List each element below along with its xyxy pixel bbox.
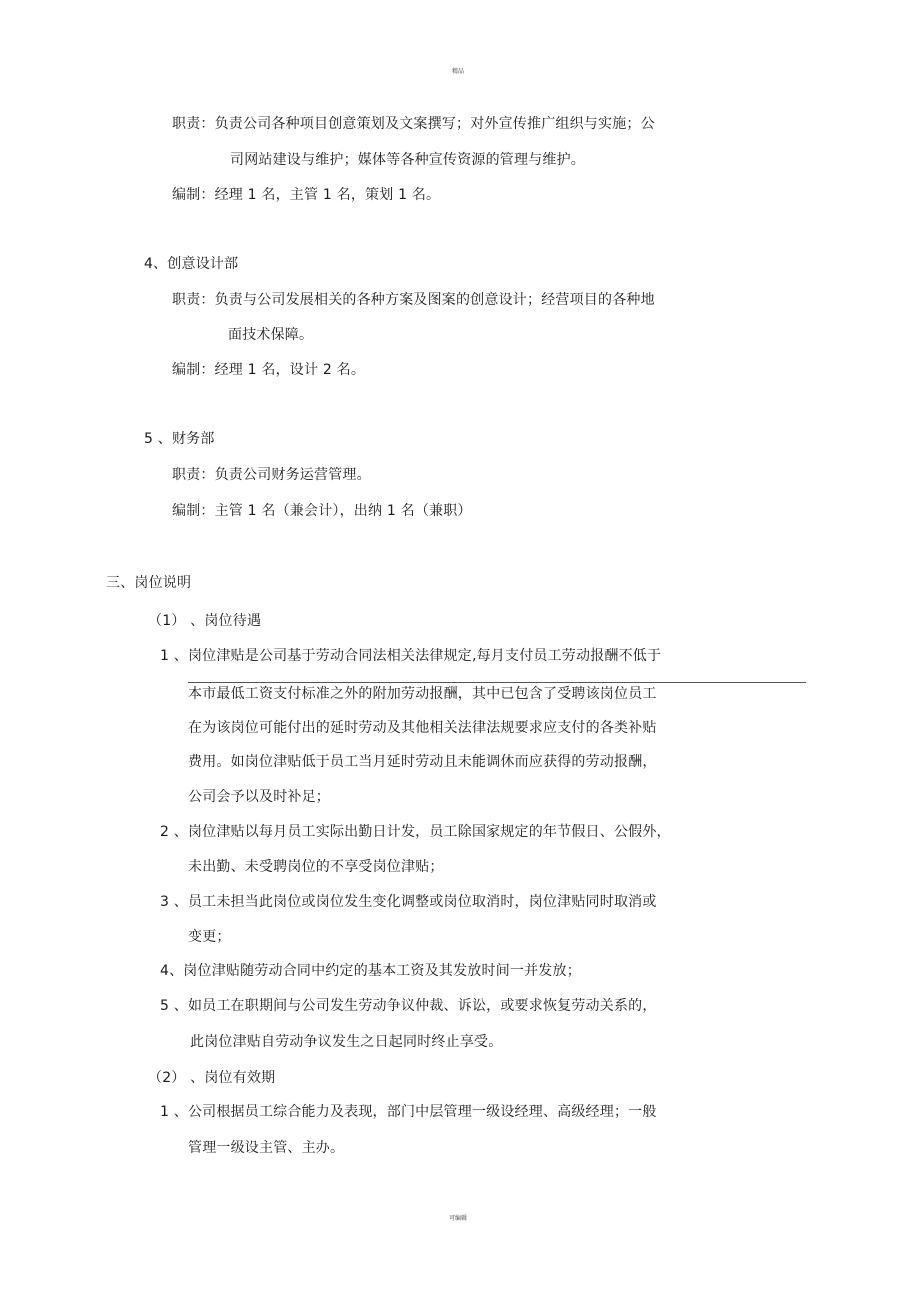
dept3-duty-line1: 职责：负责公司各种项目创意策划及文案撰写；对外宣传推广组织与实施；公 [172, 116, 655, 132]
sub2-heading: （2） 、岗位有效期 [148, 1070, 276, 1086]
sub2-item1-line1: 1 、公司根据员工综合能力及表现，部门中层管理一级设经理、高级经理；一般 [160, 1104, 657, 1120]
dept4-duty-line1: 职责：负责与公司发展相关的各种方案及图案的创意设计；经营项目的各种地 [172, 292, 655, 308]
dept5-duty: 职责：负责公司财务运营管理。 [172, 467, 371, 483]
sub1-item2-line2: 未出勤、未受聘岗位的不享受岗位津贴； [188, 859, 444, 875]
sub2-item1-line2: 管理一级设主管、主办。 [188, 1140, 345, 1156]
section3-heading: 三、岗位说明 [106, 575, 192, 591]
sub1-heading: （1） 、岗位待遇 [148, 613, 262, 629]
sub1-item5-line2: 此岗位津贴自劳动争议发生之日起同时终止享受。 [190, 1034, 503, 1050]
sub1-item5-line1: 5 、如员工在职期间与公司发生劳动争议仲裁、诉讼，或要求恢复劳动关系的， [160, 998, 657, 1014]
dept4-staff: 编制：经理 1 名，设计 2 名。 [172, 362, 366, 378]
sub1-item1-line5: 公司会予以及时补足； [188, 789, 330, 805]
dept3-duty-line2: 司网站建设与维护；媒体等各种宣传资源的管理与维护。 [230, 152, 585, 168]
dept5-staff: 编制：主管 1 名（兼会计），出纳 1 名（兼职） [172, 503, 472, 519]
dept4-duty-line2: 面技术保障。 [228, 327, 314, 343]
dept5-heading: 5 、财务部 [144, 431, 215, 447]
underline-rule [188, 682, 806, 683]
sub1-item3-line2: 变更； [188, 929, 231, 945]
dept3-staff: 编制：经理 1 名，主管 1 名，策划 1 名。 [172, 187, 441, 203]
sub1-item1-line2: 本市最低工资支付标准之外的附加劳动报酬，其中已包含了受聘该岗位员工 [188, 686, 657, 702]
sub1-item1-line1: 1 、岗位津贴是公司基于劳动合同法相关法律规定,每月支付员工劳动报酬不低于 [160, 648, 662, 664]
dept4-heading: 4、创意设计部 [144, 256, 239, 272]
sub1-item1-line4: 费用。如岗位津贴低于员工当月延时劳动且未能调休而应获得的劳动报酬， [188, 754, 657, 770]
sub1-item1-line3: 在为该岗位可能付出的延时劳动及其他相关法律法规要求应支付的各类补贴 [188, 720, 657, 736]
sub1-item2-line1: 2 、岗位津贴以每月员工实际出勤日计发，员工除国家规定的年节假日、公假外， [160, 824, 671, 840]
footer-mark: 可编辑 [449, 1215, 468, 1222]
header-mark: 精品 [452, 68, 465, 75]
sub1-item4: 4、岗位津贴随劳动合同中约定的基本工资及其发放时间一并发放； [160, 963, 581, 979]
sub1-item3-line1: 3 、员工未担当此岗位或岗位发生变化调整或岗位取消时，岗位津贴同时取消或 [160, 894, 657, 910]
